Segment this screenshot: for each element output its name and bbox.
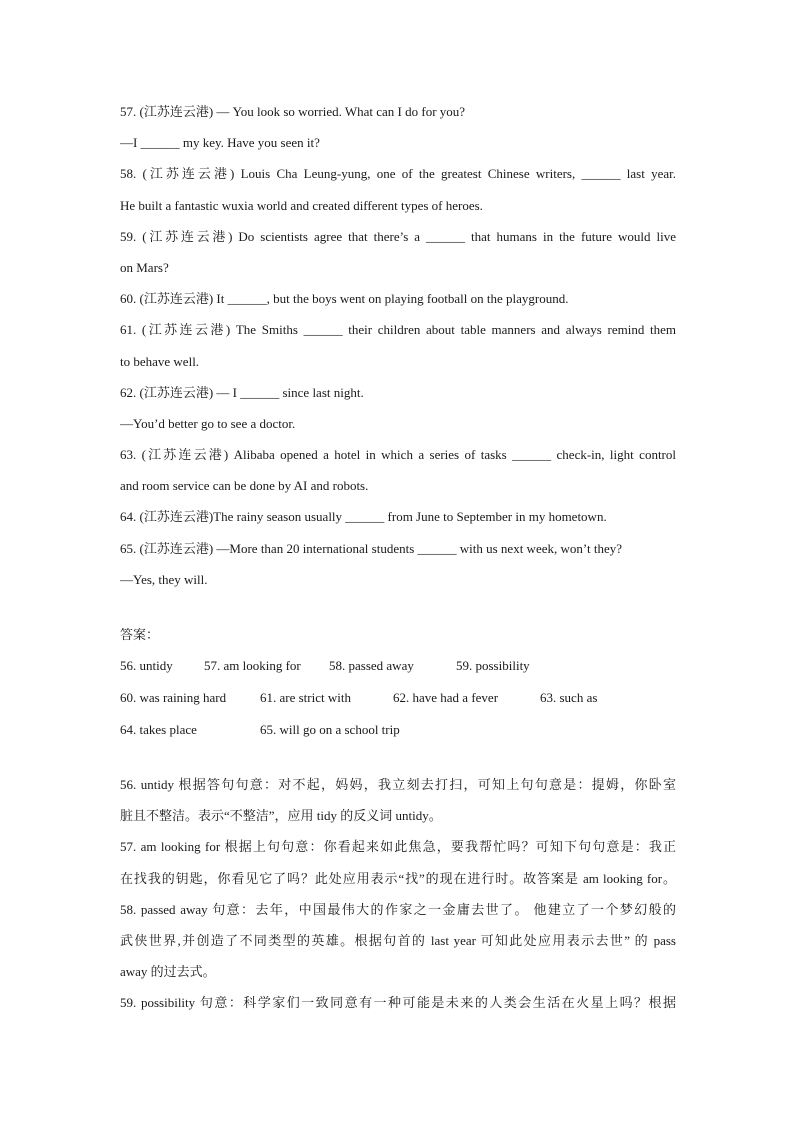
answer-row: [120, 650, 676, 682]
question-line: to behave well.: [120, 353, 200, 369]
question-line: —You’d better go to see a doctor.: [120, 415, 296, 431]
question-63: [120, 439, 676, 501]
question-65: [120, 533, 676, 595]
explanation-line: 56. untidy 根据答句句意：对不起，妈妈，我立刻去打扫，可知上句句意是：提姆，你卧室: [120, 777, 676, 793]
answer-item: 61. are strict with: [260, 689, 351, 705]
answer-row: [120, 682, 676, 714]
question-57: [120, 96, 676, 158]
question-64: [120, 501, 676, 532]
question-line: 61. (江苏连云港) The Smiths ______ their children about table manners and always remind them: [120, 322, 676, 338]
question-line: 57. (江苏连云港) — You look so worried. What can I do for you?: [120, 104, 466, 119]
answer-item: 64. takes place: [120, 721, 197, 737]
document-page: [120, 96, 676, 1018]
question-61: [120, 314, 676, 376]
explanation-line: 武侠世界,并创造了不同类型的英雄。根据句首的 last year 可知此处应用表示去世” 的 pass: [120, 932, 676, 948]
answer-row: [120, 714, 676, 746]
answer-item: 59. possibility: [456, 658, 530, 674]
answers-section: [120, 619, 676, 745]
question-line: He built a fantastic wuxia world and created different types of heroes.: [120, 197, 483, 213]
question-line: 64. (江苏连云港)The rainy season usually ______ from June to September in my hometown.: [120, 509, 607, 525]
answer-item: 56. untidy: [120, 658, 173, 674]
answer-item: 58. passed away: [329, 658, 414, 674]
question-line: on Mars?: [120, 259, 169, 275]
question-line: 62. (江苏连云港) — I ______ since last night.: [120, 384, 364, 400]
question-60: [120, 283, 676, 314]
question-line: 60. (江苏连云港) It ______, but the boys went on playing football on the playground.: [120, 291, 569, 307]
question-59: [120, 221, 676, 283]
question-line: —Yes, they will.: [120, 571, 208, 587]
explanation-line: 在找我的钥匙，你看见它了吗？此处应用表示“找”的现在进行时。故答案是 am looking for。: [120, 870, 676, 886]
question-line: 58. (江苏连云港) Louis Cha Leung-yung, one of the greatest Chinese writers, ______ last year.: [120, 166, 676, 182]
question-line: 65. (江苏连云港) —More than 20 international students ______ with us next week, won’t they?: [120, 540, 622, 556]
explanation-line: 59. possibility 句意：科学家们一致同意有一种可能是未来的人类会生活在火星上吗？根据: [120, 994, 676, 1010]
explanation-line: 57. am looking for 根据上句句意：你看起来如此焦急，要我帮忙吗？可知下句句意是：我正: [120, 839, 676, 855]
answer-item: 65. will go on a school trip: [260, 721, 400, 737]
answer-item: 62. have had a fever: [393, 689, 499, 705]
explanation-line: away 的过去式。: [120, 963, 216, 979]
explanation-line: 58. passed away 句意：去年，中国最伟大的作家之一金庸去世了。 他建立了一个梦幻般的: [120, 901, 676, 917]
question-62: [120, 377, 676, 439]
answers-title: 答案：: [120, 627, 160, 642]
question-line: —I ______ my key. Have you seen it?: [120, 135, 320, 151]
answer-item: 60. was raining hard: [120, 689, 227, 705]
question-58: [120, 158, 676, 220]
answer-item: 57. am looking for: [204, 658, 301, 674]
question-line: 63. (江苏连云港) Alibaba opened a hotel in which a series of tasks ______ check-in, light control: [120, 447, 676, 463]
question-line: and room service can be done by AI and robots.: [120, 478, 369, 494]
question-line: 59. (江苏连云港) Do scientists agree that there’s a ______ that humans in the future would live: [120, 228, 676, 244]
explanation-line: 脏且不整洁。表示“不整洁”，应用 tidy 的反义词 untidy。: [120, 808, 442, 824]
answer-item: 63. such as: [540, 689, 598, 705]
explanations-section: [120, 769, 676, 1018]
